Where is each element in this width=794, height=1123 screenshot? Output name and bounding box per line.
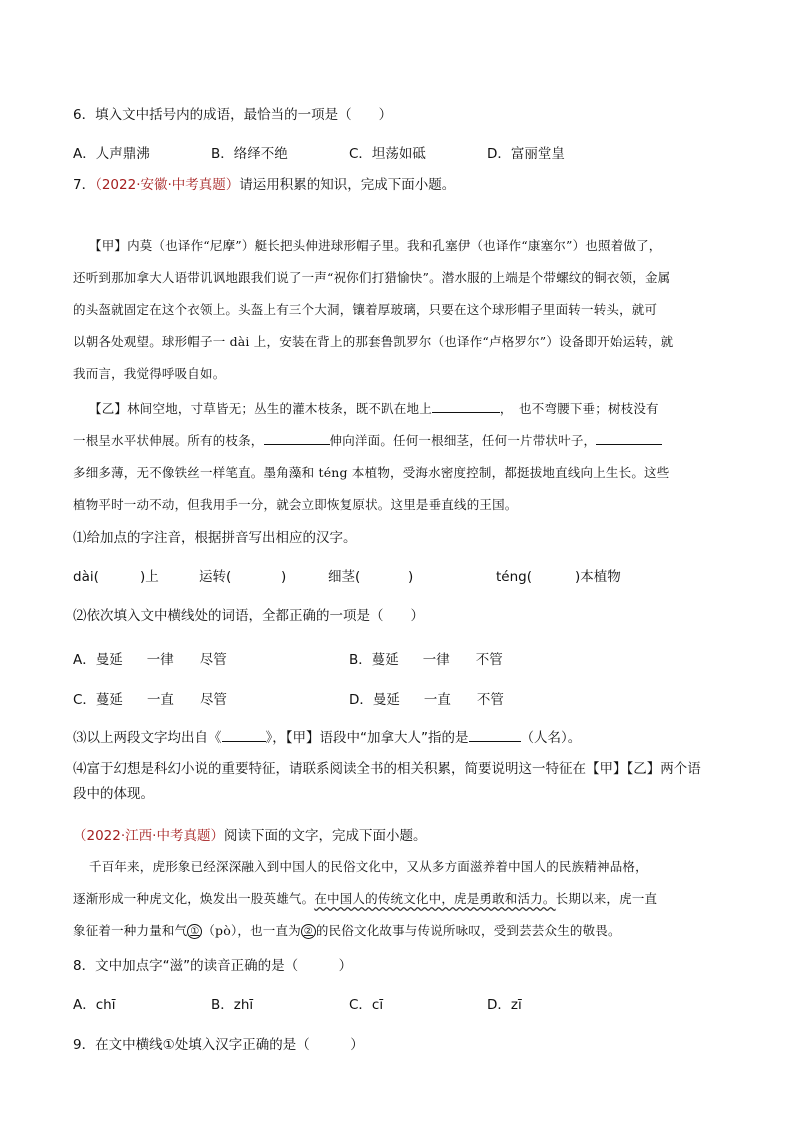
q6-option-b: B．络绎不绝 bbox=[211, 146, 288, 162]
opt-a-word-2: 一律 bbox=[146, 652, 174, 668]
subq-3-part-a: ⑶以上两段文字均出自《 bbox=[73, 730, 222, 746]
passage-jia-line-2: 还听到那加拿大人语带讥讽地跟我们说了一声“祝你们打猎愉快”。潜水服的上端是个带螺纹的铜衣领，金属 bbox=[73, 270, 671, 285]
passage-jia-line-5: 我而言，我觉得呼吸自如。 bbox=[73, 366, 226, 381]
subq-1-teng-open: téng( bbox=[496, 569, 532, 585]
tiger-passage-line-3b: （pò），也一直为 bbox=[202, 923, 301, 938]
subq-3-part-c: （人名）。 bbox=[520, 730, 582, 746]
subq-2-option-c bbox=[73, 691, 227, 709]
blank-2 bbox=[264, 432, 330, 445]
opt-c-word-3: 尽管 bbox=[199, 692, 227, 708]
passage-yi-line-2a: 一根呈水平状伸展。所有的枝条， bbox=[73, 433, 264, 448]
q8-option-b: B．zhī bbox=[211, 997, 254, 1013]
opt-d-word-2: 一直 bbox=[423, 692, 451, 708]
opt-b-word-3: 不管 bbox=[475, 652, 503, 668]
opt-a-word-3: 尽管 bbox=[199, 652, 227, 668]
passage-jia-line-3: 的头盔就固定在这个衣领上。头盔上有三个大洞，镶着厚玻璃，只要在这个球形帽子里面转一转头，就可 bbox=[73, 302, 658, 317]
blank-3 bbox=[596, 432, 662, 445]
tiger-passage-line-1: 千百年来，虎形象已经深深融入到中国人的民俗文化中，又从多方面滋养着中国人的民族精神品格， bbox=[89, 859, 648, 874]
blank-1 bbox=[432, 400, 500, 413]
q7-stem: 请运用积累的知识，完成下面小题。 bbox=[239, 177, 456, 193]
subq-2-option-a bbox=[73, 651, 227, 669]
tiger-passage-line-2-end: 长期以来，虎一直 bbox=[555, 891, 658, 906]
subq-1-xijing-close: ) bbox=[408, 569, 414, 585]
q7-source: （2022·安徽·中考真题） bbox=[95, 177, 240, 193]
tiger-passage-line-2-start: 逐渐形成一种虎文化，焕发出一股英雄气。 bbox=[73, 891, 315, 906]
subq-1-stem: ⑴给加点的字注音，根据拼音写出相应的汉字。 bbox=[73, 530, 357, 546]
subq-1-xijing-open: 细茎( bbox=[328, 569, 361, 585]
tiger-passage-line-2 bbox=[73, 890, 657, 908]
subq-3 bbox=[73, 729, 581, 747]
subq-1-yunzhuan-close: ) bbox=[281, 569, 287, 585]
passage-yi-line-2b: 伸向洋面。任何一根细茎，任何一片带状叶子， bbox=[329, 433, 597, 448]
passage-yi-line-1b: ， 也不弯腰下垂；树枝没有 bbox=[499, 401, 659, 416]
blank-marker-2: ② bbox=[301, 924, 316, 939]
opt-c-word-2: 一直 bbox=[146, 692, 174, 708]
opt-b-word-1: B．蔓延 bbox=[349, 652, 399, 668]
passage-yi-line-3: 多细多薄，无不像铁丝一样笔直。墨角藻和 téng 本植物，受海水密度控制，都挺拔地直线向上生长。这些 bbox=[73, 465, 670, 480]
question-6-stem: 6．填入文中括号内的成语，最恰当的一项是（ ） bbox=[73, 107, 393, 123]
question-9-stem: 9．在文中横线①处填入汉字正确的是（ ） bbox=[73, 1037, 364, 1053]
opt-d-word-1: D．曼延 bbox=[349, 692, 400, 708]
subq-2-option-d bbox=[349, 691, 504, 709]
passage-jia-line-4: 以朝各处观望。球形帽子一 dài 上，安装在背上的那套鲁凯罗尔（也译作“卢格罗尔”）设备即开始运转，就 bbox=[73, 334, 674, 349]
q6-option-d: D．富丽堂皇 bbox=[487, 146, 565, 162]
wavy-underlined-sentence: 在中国人的传统文化中，虎是勇敢和活力。 bbox=[314, 891, 556, 906]
q8-option-a: A．chī bbox=[73, 997, 116, 1013]
subq-3-part-b: 》，【甲】语段中“加拿大人”指的是 bbox=[265, 730, 469, 746]
opt-b-word-2: 一律 bbox=[422, 652, 450, 668]
subq-2-option-b bbox=[349, 651, 503, 669]
q8-option-d: D．zī bbox=[487, 997, 522, 1013]
q6-option-c: C．坦荡如砥 bbox=[349, 146, 426, 162]
tiger-passage-line-3 bbox=[73, 922, 621, 940]
passage-yi-line-1 bbox=[89, 400, 659, 418]
passage-jia-line-1: 【甲】内莫（也译作“尼摩”）艇长把头伸进球形帽子里。我和孔塞伊（也译作“康塞尔”）也照着做了， bbox=[89, 238, 662, 253]
opt-c-word-1: C．蔓延 bbox=[73, 692, 123, 708]
subq-1-yunzhuan-open: 运转( bbox=[199, 569, 232, 585]
book-title-blank bbox=[222, 729, 266, 742]
passage-yi-line-4: 植物平时一动不动，但我用手一分，就会立即恢复原状。这里是垂直线的王国。 bbox=[73, 497, 518, 512]
opt-d-word-3: 不管 bbox=[476, 692, 504, 708]
question-8-stem: 8．文中加点字“滋”的读音正确的是（ ） bbox=[73, 958, 353, 974]
question-7-header bbox=[73, 176, 455, 194]
subq-4-line-2: 段中的体现。 bbox=[73, 786, 154, 802]
q8-option-c: C．cī bbox=[349, 997, 384, 1013]
name-blank bbox=[469, 729, 521, 742]
q8-group-source: （2022·江西·中考真题） bbox=[73, 828, 224, 844]
passage-yi-line-2 bbox=[73, 432, 662, 450]
question-8-group-header bbox=[73, 827, 426, 845]
subq-1-dai-open: dài( bbox=[73, 569, 99, 585]
subq-1-dai-close: )上 bbox=[140, 569, 159, 585]
q6-option-a: A．人声鼎沸 bbox=[73, 146, 150, 162]
blank-marker-1: ① bbox=[187, 924, 202, 939]
tiger-passage-line-3a: 象征着一种力量和气 bbox=[73, 923, 188, 938]
subq-4-line-1: ⑷富于幻想是科幻小说的重要特征，请联系阅读全书的相关积累，简要说明这一特征在【甲】【乙】两个语 bbox=[73, 761, 701, 777]
passage-yi-line-1a: 【乙】林间空地，寸草皆无；丛生的灌木枝条，既不趴在地上 bbox=[89, 401, 432, 416]
opt-a-word-1: A．曼延 bbox=[73, 652, 123, 668]
tiger-passage-line-3c: 的民俗文化故事与传说所咏叹，受到芸芸众生的敬畏。 bbox=[315, 923, 621, 938]
subq-2-stem: ⑵依次填入文中横线处的词语，全都正确的一项是（ ） bbox=[73, 608, 424, 624]
q8-group-stem: 阅读下面的文字，完成下面小题。 bbox=[223, 828, 427, 844]
subq-1-teng-close: )本植物 bbox=[575, 569, 621, 585]
q7-number: 7． bbox=[73, 177, 96, 193]
